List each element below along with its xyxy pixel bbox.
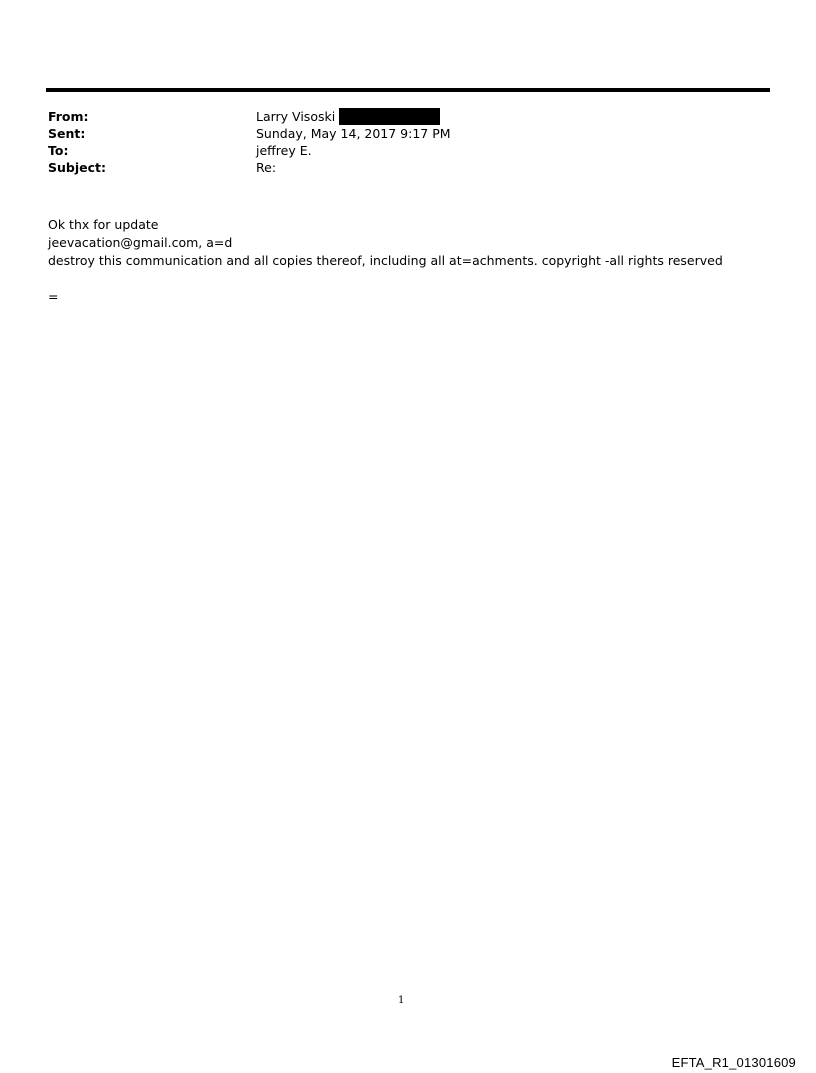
subject-label: Subject: bbox=[48, 160, 106, 175]
to-row bbox=[48, 142, 748, 159]
from-label: From: bbox=[48, 109, 89, 124]
header-divider bbox=[46, 88, 770, 92]
subject-row bbox=[48, 159, 748, 176]
sent-value: Sunday, May 14, 2017 9:17 PM bbox=[256, 126, 451, 141]
email-header bbox=[48, 108, 748, 176]
page-number: 1 bbox=[398, 995, 405, 1006]
from-name: Larry Visoski bbox=[256, 109, 336, 124]
email-body bbox=[48, 216, 723, 270]
redaction-box bbox=[339, 108, 440, 125]
body-line: jeevacation@gmail.com, a=d bbox=[48, 235, 233, 250]
body-line: Ok thx for update bbox=[48, 217, 159, 232]
bates-number: EFTA_R1_01301609 bbox=[671, 1055, 796, 1070]
from-row bbox=[48, 108, 748, 125]
sent-label: Sent: bbox=[48, 126, 86, 141]
from-value bbox=[256, 108, 440, 126]
sent-row bbox=[48, 125, 748, 142]
to-value: jeffrey E. bbox=[256, 143, 312, 158]
body-trailer: = bbox=[48, 289, 59, 304]
subject-value: Re: bbox=[256, 160, 277, 175]
body-line: destroy this communication and all copies thereof, including all at=achments. copyright -all rights reserved bbox=[48, 253, 723, 268]
to-label: To: bbox=[48, 143, 69, 158]
